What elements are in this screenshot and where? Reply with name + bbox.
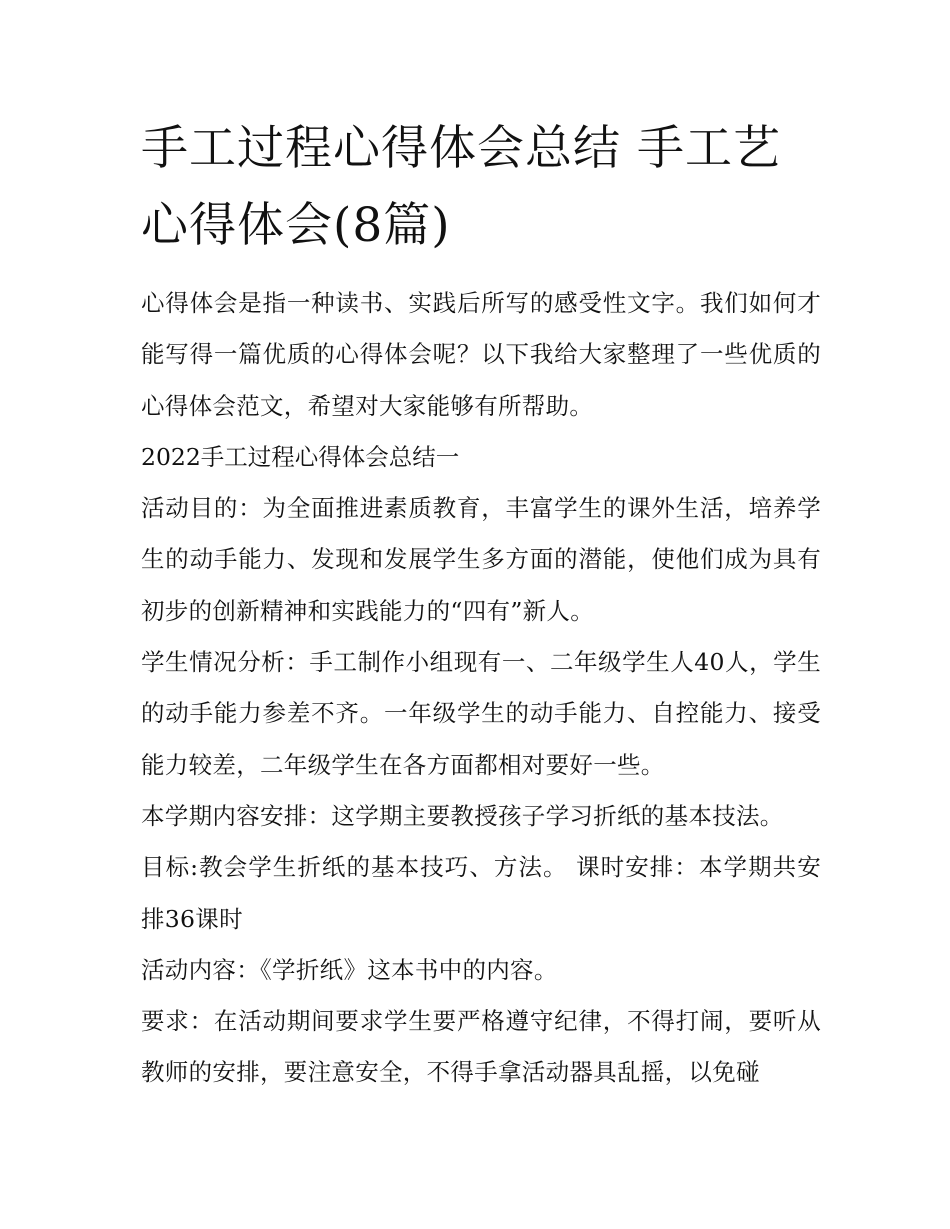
paragraph-activity-content: 活动内容：《学折纸》这本书中的内容。: [141, 955, 558, 984]
paragraph-content-arrangement: 本学期内容安排：这学期主要教授孩子学习折纸的基本技法。: [141, 801, 784, 830]
paragraph-activity-purpose: 活动目的：为全面推进素质教育，丰富学生的课外生活，培养学生的动手能力、发现和发展学生多方面的潜能，使他们成为具有初步的创新精神和实践能力的“四有”新人。: [141, 494, 821, 625]
document-page: [141, 110, 821, 1099]
document-title: 手工过程心得体会总结 手工艺心得体会(8篇): [141, 121, 781, 253]
paragraph-requirements: 要求：在活动期间要求学生要严格遵守纪律，不得打闹，要听从教师的安排，要注意安全，不得手拿活动器具乱摇，以免碰: [141, 1007, 821, 1087]
paragraph-student-analysis: 学生情况分析：手工制作小组现有一、二年级学生人40人，学生的动手能力参差不齐。一年级学生的动手能力、自控能力、接受能力较差，二年级学生在各方面都相对要好一些。: [141, 648, 821, 779]
intro-paragraph: 心得体会是指一种读书、实践后所写的感受性文字。我们如何才能写得一篇优质的心得体会呢？以下我给大家整理了一些优质的心得体会范文，希望对大家能够有所帮助。: [141, 289, 821, 420]
paragraph-goal-schedule: 目标:教会学生折纸的基本技巧、方法。 课时安排：本学期共安排36课时: [141, 853, 821, 933]
section-heading: 2022手工过程心得体会总结一: [141, 442, 460, 471]
